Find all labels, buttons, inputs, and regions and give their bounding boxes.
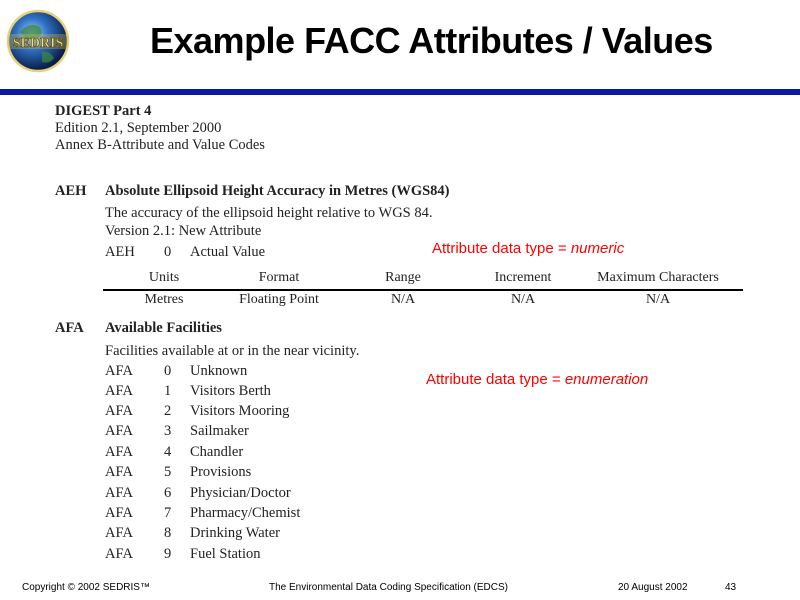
- afa-value-label: Physician/Doctor: [190, 485, 291, 501]
- table-cell-units: Metres: [144, 292, 184, 307]
- table-header-increment: Increment: [494, 270, 552, 285]
- aeh-description: The accuracy of the ellipsoid height relative to WGS 84.: [105, 205, 433, 221]
- afa-value-label: Fuel Station: [190, 546, 261, 562]
- aeh-version: Version 2.1: New Attribute: [105, 223, 262, 239]
- afa-value-number: 1: [164, 383, 172, 399]
- afa-value-label: Visitors Berth: [190, 383, 271, 399]
- footer-page-number: 43: [725, 582, 737, 593]
- table-cell-max-chars: N/A: [645, 292, 671, 307]
- table-cell-format: Floating Point: [239, 292, 319, 307]
- table-header-range: Range: [385, 270, 421, 285]
- document-annex: Annex B-Attribute and Value Codes: [55, 137, 265, 153]
- annotation-numeric-prefix: Attribute data type =: [432, 240, 571, 257]
- afa-value-label: Chandler: [190, 444, 244, 460]
- annotation-numeric: [432, 240, 624, 257]
- afa-value-code: AFA: [105, 546, 133, 562]
- document-heading: DIGEST Part 4: [55, 103, 152, 119]
- table-cell-increment: N/A: [510, 292, 536, 307]
- annotation-enumeration: [426, 371, 648, 388]
- aeh-code: AEH: [55, 183, 87, 199]
- afa-value-code: AFA: [105, 403, 133, 419]
- aeh-name: Absolute Ellipsoid Height Accuracy in Metres (WGS84): [105, 183, 450, 199]
- table-header-units: Units: [148, 270, 180, 285]
- afa-value-number: 5: [164, 464, 172, 480]
- aeh-value-number: 0: [164, 244, 172, 260]
- afa-value-label: Unknown: [190, 363, 248, 379]
- logo-text: SEDRIS: [12, 36, 64, 51]
- afa-value-code: AFA: [105, 423, 133, 439]
- annotation-numeric-type: numeric: [570, 240, 625, 257]
- afa-value-label: Visitors Mooring: [190, 403, 290, 419]
- afa-value-code: AFA: [105, 444, 133, 460]
- afa-value-label: Sailmaker: [190, 423, 249, 439]
- afa-value-code: AFA: [105, 383, 133, 399]
- annotation-enumeration-type: enumeration: [564, 371, 649, 388]
- footer-center: The Environmental Data Coding Specification (EDCS): [269, 582, 508, 593]
- annotation-enumeration-prefix: Attribute data type =: [426, 371, 565, 388]
- afa-value-number: 7: [164, 505, 172, 521]
- afa-name: Available Facilities: [105, 320, 222, 336]
- afa-value-number: 9: [164, 546, 172, 562]
- afa-value-number: 3: [164, 423, 172, 439]
- afa-value-number: 8: [164, 525, 172, 541]
- afa-value-label: Pharmacy/Chemist: [190, 505, 301, 521]
- afa-value-code: AFA: [105, 525, 133, 541]
- aeh-value-code: AEH: [105, 244, 135, 260]
- footer-copyright: Copyright © 2002 SEDRIS™: [22, 582, 150, 593]
- table-rule: [103, 289, 743, 291]
- afa-value-code: AFA: [105, 363, 133, 379]
- afa-value-number: 2: [164, 403, 172, 419]
- afa-value-number: 6: [164, 485, 172, 501]
- sedris-logo: [6, 2, 70, 80]
- afa-value-number: 0: [164, 363, 172, 379]
- table-cell-range: N/A: [390, 292, 416, 307]
- afa-value-label: Provisions: [190, 464, 252, 480]
- slide-title: Example FACC Attributes / Values: [150, 20, 713, 61]
- afa-value-code: AFA: [105, 485, 133, 501]
- afa-code: AFA: [55, 320, 84, 336]
- afa-description: Facilities available at or in the near vicinity.: [105, 343, 360, 359]
- table-header-format: Format: [258, 270, 300, 285]
- footer-date: 20 August 2002: [618, 582, 688, 593]
- afa-value-code: AFA: [105, 464, 133, 480]
- table-header-max-chars: Maximum Characters: [597, 270, 719, 285]
- document-edition: Edition 2.1, September 2000: [55, 120, 222, 136]
- afa-value-number: 4: [164, 444, 172, 460]
- title-rule: [0, 89, 800, 95]
- aeh-value-label: Actual Value: [190, 244, 266, 260]
- afa-value-code: AFA: [105, 505, 133, 521]
- afa-value-label: Drinking Water: [190, 525, 280, 541]
